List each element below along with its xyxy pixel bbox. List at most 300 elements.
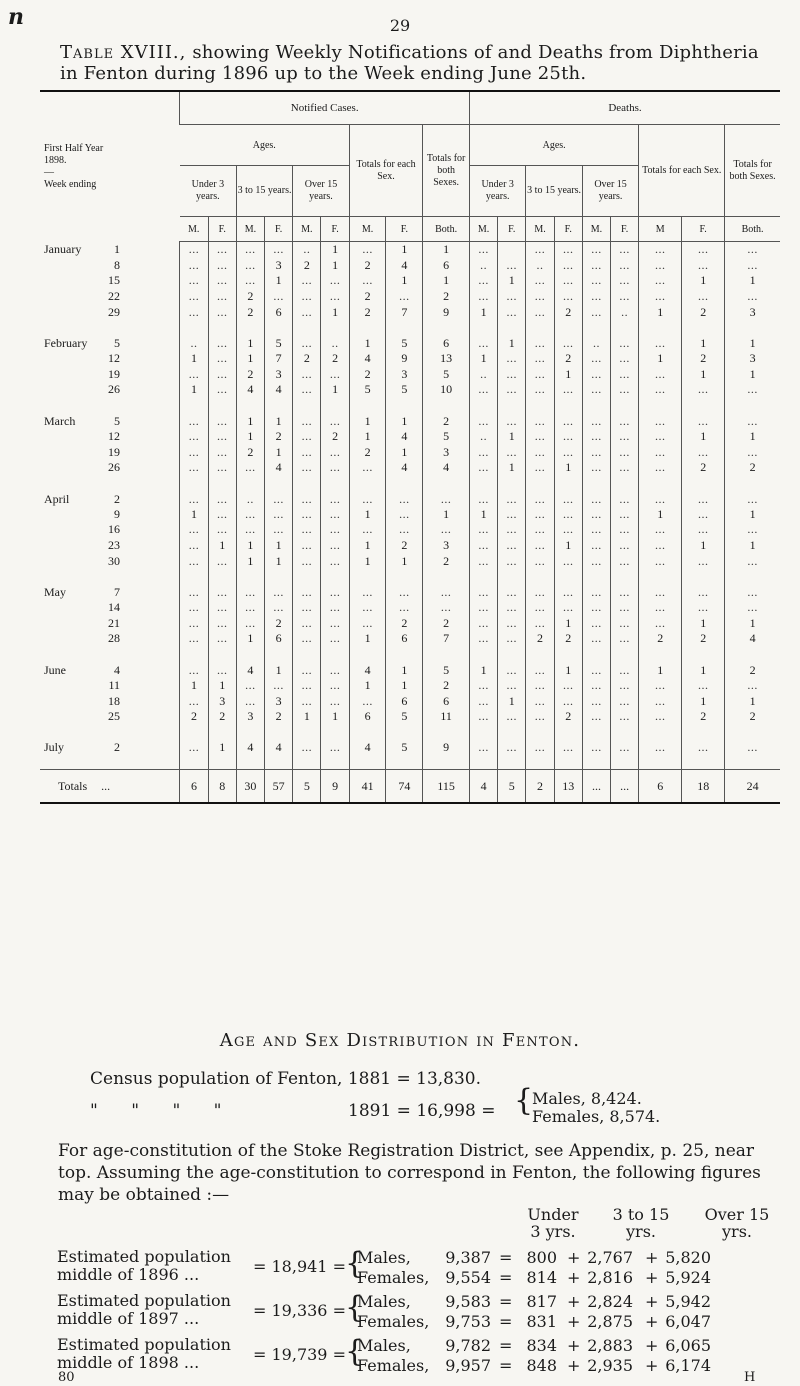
table-cell: ... (526, 569, 554, 600)
week-label (40, 444, 180, 460)
table-cell: ... (639, 367, 682, 383)
census-brace: { (514, 1083, 534, 1118)
table-cell: ... (526, 600, 554, 616)
table-cell: ... (469, 398, 497, 429)
table-cell: ... (469, 522, 497, 538)
totals-cell: 74 (386, 770, 423, 804)
table-cell: ... (469, 382, 497, 398)
table-cell: ... (321, 678, 349, 694)
table-cell: ... (611, 522, 639, 538)
table-cell: 2 (265, 429, 293, 445)
table-cell: ... (554, 242, 582, 258)
table-cell: ... (611, 507, 639, 523)
plus-sign: + (645, 1336, 659, 1355)
table-cell: ... (725, 600, 780, 616)
table-cell: ... (208, 522, 236, 538)
table-cell: 1 (180, 382, 208, 398)
spacer-cell (554, 755, 582, 770)
table-cell: ... (725, 569, 780, 600)
table-cell: 2 (180, 709, 208, 725)
table-cell: 1 (682, 367, 725, 383)
table-cell: ... (180, 460, 208, 476)
totals-cell: 18 (682, 770, 725, 804)
sex-header: F. (265, 217, 293, 242)
table-cell: ... (236, 460, 264, 476)
table-cell: 6 (423, 693, 470, 709)
table-cell: ... (208, 258, 236, 274)
table-cell: 4 (349, 351, 386, 367)
table-cell: 5 (386, 709, 423, 725)
table-cell: 1 (386, 678, 423, 694)
table-cell: ... (725, 724, 780, 755)
table-cell: ... (180, 693, 208, 709)
table-cell: ... (293, 678, 321, 694)
totals-cell: ... (611, 770, 639, 804)
table-cell: ... (469, 678, 497, 694)
equals-sign: = (499, 1268, 513, 1287)
totals-cell: 8 (208, 770, 236, 804)
table-cell: ... (526, 320, 554, 351)
table-cell: ... (349, 693, 386, 709)
table-cell: 4 (386, 429, 423, 445)
week-label (40, 382, 180, 398)
table-cell: 1 (639, 507, 682, 523)
table-cell: ... (180, 569, 208, 600)
age3to15-value: 2,875 (587, 1312, 633, 1331)
table-cell: ... (582, 460, 610, 476)
table-cell: 11 (423, 709, 470, 725)
table-cell: 3 (265, 367, 293, 383)
sex-label: Females, (357, 1356, 430, 1375)
table-cell: 4 (265, 460, 293, 476)
table-cell: 4 (349, 724, 386, 755)
table-cell: 1 (469, 304, 497, 320)
table-cell: ... (639, 569, 682, 600)
table-cell: ... (611, 382, 639, 398)
table-cell: ... (293, 304, 321, 320)
table-cell: 2 (236, 304, 264, 320)
table-cell: 1 (682, 429, 725, 445)
estimate-block (57, 1290, 787, 1334)
table-cell: ... (293, 616, 321, 632)
month-label: March (44, 413, 76, 428)
sex-header: M. (349, 217, 386, 242)
table-cell: 5 (265, 320, 293, 351)
table-cell: ... (349, 522, 386, 538)
table-cell: ... (180, 553, 208, 569)
table-cell: ... (682, 724, 725, 755)
table-row (40, 522, 780, 538)
table-cell: ... (423, 569, 470, 600)
table-cell: ... (682, 382, 725, 398)
table-cell: 1 (469, 351, 497, 367)
over15-value: 6,065 (665, 1336, 711, 1355)
table-cell: ... (265, 507, 293, 523)
table-cell: ... (611, 444, 639, 460)
table-cell: ... (639, 258, 682, 274)
table-cell: 3 (265, 693, 293, 709)
table-cell: ... (469, 444, 497, 460)
table-cell: ... (469, 616, 497, 632)
table-cell: ... (611, 616, 639, 632)
table-cell: ... (582, 631, 610, 647)
table-cell: 2 (682, 460, 725, 476)
table-row (40, 398, 780, 429)
table-cell: ... (321, 616, 349, 632)
week-label (40, 429, 180, 445)
age3to15-value: 2,816 (587, 1268, 633, 1287)
table-cell: ... (498, 522, 526, 538)
table-cell: 4 (386, 460, 423, 476)
estimate-brace: { (345, 1290, 365, 1325)
table-cell: 1 (639, 647, 682, 678)
over15-value: 6,174 (665, 1356, 711, 1375)
table-cell: ... (526, 476, 554, 507)
estimate-female-row (357, 1356, 787, 1376)
table-row (40, 460, 780, 476)
table-row (40, 569, 780, 600)
table-cell: 1 (386, 553, 423, 569)
census-1891 (90, 1083, 770, 1134)
table-row (40, 647, 780, 678)
table-cell: 2 (236, 444, 264, 460)
table-cell: ... (423, 476, 470, 507)
day-label: 21 (108, 615, 120, 630)
table-cell: ... (293, 724, 321, 755)
table-cell: 5 (423, 367, 470, 383)
table-cell: ... (208, 631, 236, 647)
table-cell: 3 (386, 367, 423, 383)
table-cell: ... (554, 600, 582, 616)
table-cell: ... (208, 429, 236, 445)
table-cell: 5 (349, 382, 386, 398)
table-cell: ... (582, 476, 610, 507)
table-cell: ... (293, 273, 321, 289)
table-cell: 7 (423, 631, 470, 647)
table-cell: ... (469, 476, 497, 507)
equals-sign: = (499, 1292, 513, 1311)
table-cell: 1 (321, 242, 349, 258)
estimate-label (57, 1248, 247, 1284)
table-row (40, 242, 780, 258)
day-label: 30 (108, 553, 120, 568)
table-cell: ... (469, 289, 497, 305)
spacer-cell (526, 755, 554, 770)
table-cell: ... (582, 553, 610, 569)
table-cell: ... (582, 724, 610, 755)
table-cell: .. (582, 320, 610, 351)
table-cell: 6 (423, 258, 470, 274)
table-title (60, 42, 764, 84)
table-cell: 1 (386, 444, 423, 460)
table-cell: ... (682, 398, 725, 429)
table-cell: ... (554, 522, 582, 538)
table-cell: ... (321, 647, 349, 678)
table-cell: ... (469, 724, 497, 755)
table-cell: 10 (423, 382, 470, 398)
plus-sign: + (567, 1292, 581, 1311)
week-label (40, 242, 180, 258)
sex-total: 9,387 (445, 1248, 491, 1267)
table-cell: ... (293, 693, 321, 709)
table-row (40, 304, 780, 320)
deaths-header: Deaths. (469, 91, 780, 125)
totals-cell: ... (582, 770, 610, 804)
estimate-label (57, 1292, 247, 1328)
table-cell: ... (236, 569, 264, 600)
estimate-male-row (357, 1336, 787, 1356)
totals-dots: ... (101, 778, 111, 793)
table-cell: ... (526, 538, 554, 554)
estimate-block (57, 1334, 787, 1378)
table-cell: ... (639, 678, 682, 694)
table-cell: 3 (725, 351, 780, 367)
table-cell: ... (639, 273, 682, 289)
table-cell: ... (321, 460, 349, 476)
under3-value: 831 (526, 1312, 557, 1331)
table-cell: ... (611, 553, 639, 569)
table-cell: ... (582, 258, 610, 274)
table-cell: ... (293, 367, 321, 383)
table-cell: 1 (208, 538, 236, 554)
week-label (40, 476, 180, 507)
table-cell: ... (582, 304, 610, 320)
table-cell: 6 (423, 320, 470, 351)
table-cell: 2 (725, 647, 780, 678)
table-cell: 1 (265, 553, 293, 569)
table-cell: ... (611, 709, 639, 725)
totals-cell: 30 (236, 770, 264, 804)
week-label (40, 507, 180, 523)
totals-cell: 5 (498, 770, 526, 804)
table-cell: 6 (265, 304, 293, 320)
table-cell: ... (236, 678, 264, 694)
table-cell: .. (469, 367, 497, 383)
table-cell: ... (611, 631, 639, 647)
table-cell: ... (639, 522, 682, 538)
table-cell: ... (208, 320, 236, 351)
totals-cell: 115 (423, 770, 470, 804)
corner-mark: n (8, 4, 24, 30)
table-cell: ... (208, 616, 236, 632)
table-cell: ... (526, 647, 554, 678)
table-cell: 1 (180, 678, 208, 694)
day-label: 4 (114, 662, 120, 677)
table-cell: ... (526, 242, 554, 258)
table-cell (498, 242, 526, 258)
day-label: 18 (108, 693, 120, 708)
table-cell: 3 (265, 258, 293, 274)
week-label (40, 538, 180, 554)
table-cell: ... (321, 476, 349, 507)
week-label (40, 709, 180, 725)
table-cell: ... (498, 600, 526, 616)
day-label: 7 (114, 584, 120, 599)
day-label: 26 (108, 382, 120, 397)
table-cell: ... (611, 289, 639, 305)
week-label (40, 678, 180, 694)
table-cell: 3 (423, 538, 470, 554)
table-cell: ... (293, 320, 321, 351)
col-header-under3: Under 3 yrs. (527, 1205, 579, 1241)
day-label: 2 (114, 491, 120, 506)
plus-sign: + (645, 1356, 659, 1375)
day-label: 19 (108, 366, 120, 381)
table-cell: 1 (639, 304, 682, 320)
table-cell: 2 (265, 709, 293, 725)
table-cell: ... (682, 678, 725, 694)
sex-header: F. (321, 217, 349, 242)
table-cell: .. (293, 242, 321, 258)
table-cell: ... (349, 569, 386, 600)
table-cell: 1 (682, 693, 725, 709)
spacer-cell (386, 755, 423, 770)
deaths-totals-sex-header: Totals for each Sex. (639, 125, 725, 217)
table-cell: 1 (236, 538, 264, 554)
table-cell: 1 (349, 553, 386, 569)
table-cell: 4 (236, 382, 264, 398)
table-cell: 2 (293, 258, 321, 274)
table-cell: ... (639, 724, 682, 755)
under3-value: 800 (526, 1248, 557, 1267)
table-cell: ... (498, 724, 526, 755)
table-row (40, 429, 780, 445)
totals-cell: 9 (321, 770, 349, 804)
estimate-label-line1: Estimated population (57, 1335, 231, 1354)
table-cell: .. (469, 429, 497, 445)
table-cell: ... (236, 600, 264, 616)
day-label: 9 (114, 506, 120, 521)
table-cell: ... (498, 569, 526, 600)
table-cell: ... (554, 273, 582, 289)
day-label: 14 (108, 600, 120, 615)
table-cell: 2 (423, 289, 470, 305)
table-cell: 1 (349, 538, 386, 554)
table-cell: ... (725, 289, 780, 305)
sex-label: Females, (357, 1268, 430, 1287)
table-cell: 5 (386, 382, 423, 398)
table-cell: ... (386, 476, 423, 507)
table-cell: ... (526, 460, 554, 476)
table-row (40, 709, 780, 725)
totals-cell: 57 (265, 770, 293, 804)
table-cell: ... (180, 476, 208, 507)
estimate-label-line2: middle of 1898 ... (57, 1353, 200, 1372)
table-cell: ... (321, 289, 349, 305)
table-cell: 1 (236, 553, 264, 569)
table-cell: ... (526, 616, 554, 632)
table-cell: ... (498, 553, 526, 569)
day-label: 26 (108, 460, 120, 475)
table-cell: ... (682, 476, 725, 507)
table-cell: ... (498, 258, 526, 274)
table-cell: ... (611, 600, 639, 616)
table-cell: 1 (423, 507, 470, 523)
table-cell: ... (526, 724, 554, 755)
table-cell: ... (293, 460, 321, 476)
age-constitution-note: For age-constitution of the Stoke Registration District, see Appendix, p. 25, near top. Assuming the age-constitution to correspond in Fenton, the following figures may be obtained :— (58, 1141, 761, 1205)
table-cell: ... (208, 273, 236, 289)
table-cell: 1 (386, 273, 423, 289)
table-cell: ... (236, 616, 264, 632)
table-row (40, 538, 780, 554)
table-cell: .. (526, 258, 554, 274)
table-cell: 1 (725, 320, 780, 351)
table-cell: ... (293, 553, 321, 569)
table-cell: ... (554, 289, 582, 305)
table-cell: ... (611, 647, 639, 678)
table-cell: 3 (725, 304, 780, 320)
equals-sign: = (499, 1312, 513, 1331)
page-number: 29 (389, 16, 411, 35)
deaths-3to15-header: 3 to 15 years. (526, 166, 582, 217)
table-cell: ... (554, 553, 582, 569)
day-label: 28 (108, 631, 120, 646)
estimate-male-row (357, 1292, 787, 1312)
table-cell: 2 (554, 631, 582, 647)
estimate-label-line1: Estimated population (57, 1247, 231, 1266)
deaths-ages-header: Ages. (469, 125, 638, 166)
table-cell: ... (469, 600, 497, 616)
table-cell: ... (554, 724, 582, 755)
sex-header: F. (386, 217, 423, 242)
table-cell: ... (682, 258, 725, 274)
table-cell: ... (180, 538, 208, 554)
table-cell: ... (208, 647, 236, 678)
spacer-cell (498, 755, 526, 770)
table-cell: 1 (236, 351, 264, 367)
table-title-prefix: Table XVIII., (60, 42, 187, 63)
table-row (40, 600, 780, 616)
table-cell: ... (321, 522, 349, 538)
table-cell: ... (469, 693, 497, 709)
table-cell: 4 (423, 460, 470, 476)
table-cell: ... (498, 647, 526, 678)
table-cell: ... (469, 553, 497, 569)
table-cell: ... (526, 429, 554, 445)
table-cell: 1 (236, 631, 264, 647)
table-cell: 1 (554, 538, 582, 554)
table-cell: ... (639, 538, 682, 554)
ditto-marks: " " " " (90, 1101, 222, 1121)
table-cell: 1 (423, 273, 470, 289)
under3-value: 848 (526, 1356, 557, 1375)
notified-ages-header: Ages. (180, 125, 349, 166)
day-label: 12 (108, 429, 120, 444)
table-cell: 3 (208, 693, 236, 709)
table-cell: ... (582, 522, 610, 538)
table-cell: ... (526, 709, 554, 725)
spacer-cell (639, 755, 682, 770)
table-cell: 6 (386, 693, 423, 709)
table-cell: 4 (349, 647, 386, 678)
sex-label: Males, (357, 1336, 411, 1355)
table-cell: ... (208, 242, 236, 258)
table-cell: ... (386, 289, 423, 305)
table-cell: ... (236, 522, 264, 538)
table-cell: 2 (293, 351, 321, 367)
table-cell: ... (526, 382, 554, 398)
spacer-cell (469, 755, 497, 770)
spacer-cell (321, 755, 349, 770)
table-cell: ... (180, 304, 208, 320)
table-cell: ... (582, 693, 610, 709)
table-row (40, 273, 780, 289)
table-cell: ... (293, 631, 321, 647)
sex-header: M. (180, 217, 208, 242)
table-cell: 1 (682, 616, 725, 632)
spacer-cell (180, 755, 208, 770)
